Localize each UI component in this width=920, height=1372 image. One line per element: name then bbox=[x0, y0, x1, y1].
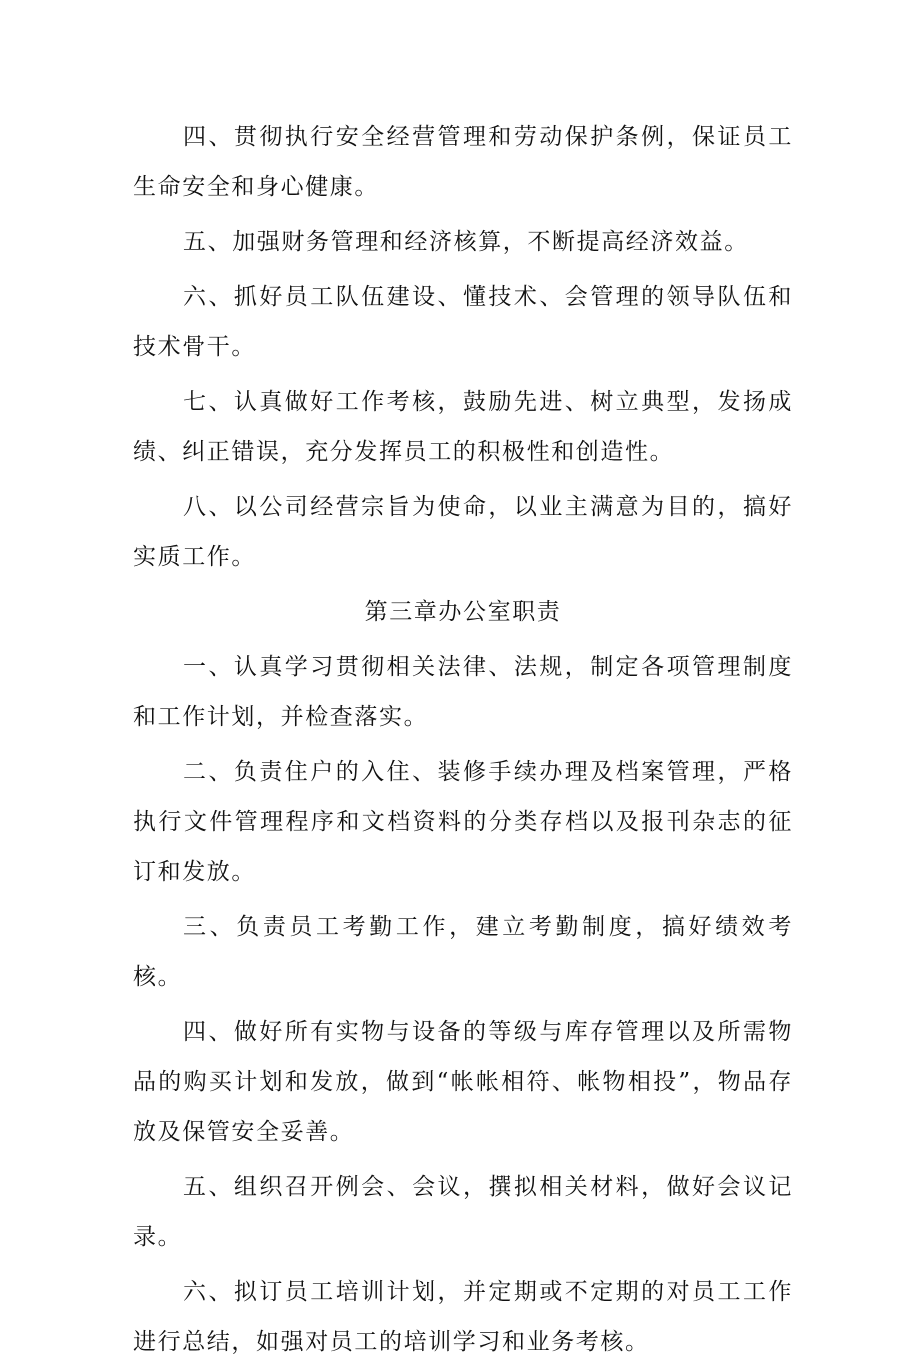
office-duty-2: 二、负责住户的入住、装修手续办理及档案管理，严格执行文件管理程序和文档资料的分类存档以及报刊杂志的征订和发放。 bbox=[133, 759, 793, 885]
paragraph-item-6: 六、抓好员工队伍建设、懂技术、会管理的领导队伍和技术骨干。 bbox=[133, 284, 793, 360]
office-duty-5: 五、组织召开例会、会议，撰拟相关材料，做好会议记录。 bbox=[133, 1174, 793, 1250]
paragraph-item-7: 七、认真做好工作考核，鼓励先进、树立典型，发扬成绩、纠正错误，充分发挥员工的积极性和创造性。 bbox=[133, 389, 793, 465]
paragraph-item-4: 四、贯彻执行安全经营管理和劳动保护条例，保证员工生命安全和身心健康。 bbox=[133, 124, 793, 200]
paragraph-item-5: 五、加强财务管理和经济核算，不断提高经济效益。 bbox=[183, 229, 749, 255]
office-duty-4: 四、做好所有实物与设备的等级与库存管理以及所需物品的购买计划和发放，做到“帐帐相符、帐物相投”，物品存放及保管安全妥善。 bbox=[133, 1019, 793, 1145]
office-duty-1: 一、认真学习贯彻相关法律、法规，制定各项管理制度和工作计划，并检查落实。 bbox=[133, 654, 793, 730]
chapter-heading: 第三章办公室职责 bbox=[364, 599, 562, 625]
document-body bbox=[133, 112, 793, 1372]
office-duty-6: 六、拟订员工培训计划，并定期或不定期的对员工工作进行总结，如强对员工的培训学习和业务考核。 bbox=[133, 1279, 793, 1355]
paragraph-item-8: 八、以公司经营宗旨为使命，以业主满意为目的，搞好实质工作。 bbox=[133, 494, 793, 570]
office-duty-3: 三、负责员工考勤工作，建立考勤制度，搞好绩效考核。 bbox=[133, 914, 793, 990]
